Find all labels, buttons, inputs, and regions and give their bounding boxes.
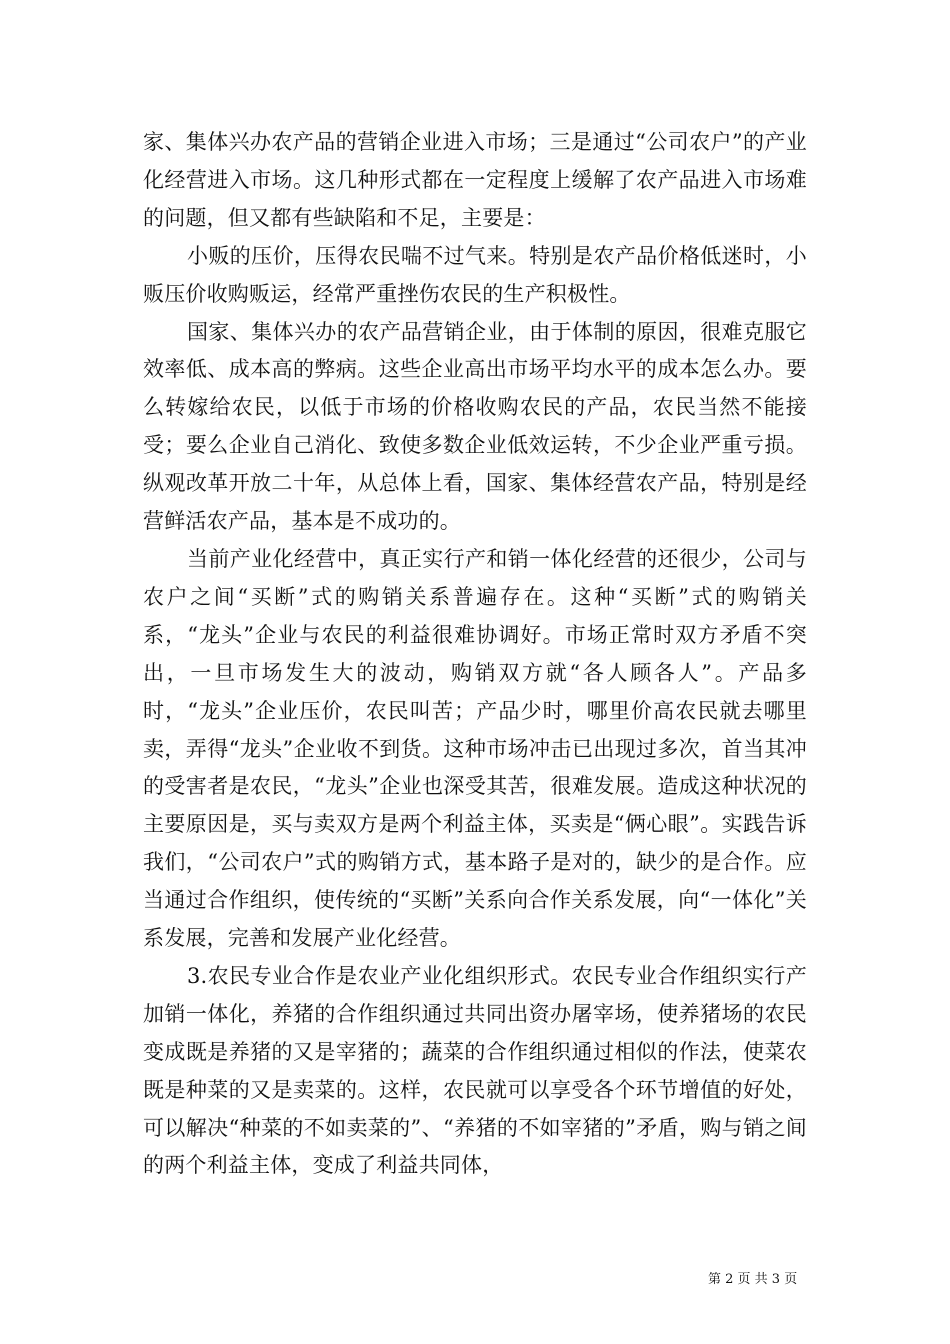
paragraph-vendor-pricing: 小贩的压价，压得农民喘不过气来。特别是农产品价格低迷时，小贩压价收购贩运，经常严重挫伤农民的生产积极性。 — [143, 243, 807, 306]
paragraph-continued: 家、集体兴办农产品的营销企业进入市场；三是通过“公司农户”的产业化经营进入市场。这几种形式都在一定程度上缓解了农产品进入市场难的问题，但又都有些缺陷和不足，主要是： — [143, 130, 807, 230]
paragraph-industrialization: 当前产业化经营中，真正实行产和销一体化经营的还很少，公司与农户之间“买断”式的购销关系普遍存在。这种“买断”式的购销关系，“龙头”企业与农民的利益很难协调好。市场正常时双方矛盾不突出，一旦市场发生大的波动，购销双方就“各人顾各人”。产品多时，“龙头”企业压价，农民叫苦；产品少时，哪里价高农民就去哪里卖，弄得“龙头”企业收不到货。这种市场冲击已出现过多次，首当其冲的受害者是农民，“龙头”企业也深受其苦，很难发展。造成这种状况的主要原因是，买与卖双方是两个利益主体，买卖是“俩心眼”。实践告诉我们，“公司农户”式的购销方式，基本路子是对的，缺少的是合作。应当通过合作组织，使传统的“买断”关系向合作关系发展，向“一体化”关系发展，完善和发展产业化经营。 — [143, 546, 807, 951]
paragraph-cooperative: 3.农民专业合作是农业产业化组织形式。农民专业合作组织实行产加销一体化，养猪的合作组织通过共同出资办屠宰场，使养猪场的农民变成既是养猪的又是宰猪的；蔬菜的合作组织通过相似的作法，使菜农既是种菜的又是卖菜的。这样，农民就可以享受各个环节增值的好处，可以解决“种菜的不如卖菜的”、“养猪的不如宰猪的”矛盾，购与销之间的两个利益主体，变成了利益共同体， — [143, 963, 807, 1178]
document-body — [143, 124, 807, 1185]
page-number-footer: 第 2 页 共 3 页 — [708, 1272, 798, 1287]
paragraph-state-enterprises: 国家、集体兴办的农产品营销企业，由于体制的原因，很难克服它效率低、成本高的弊病。这些企业高出市场平均水平的成本怎么办。要么转嫁给农民，以低于市场的价格收购农民的产品，农民当然不能接受；要么企业自己消化、致使多数企业低效运转，不少企业严重亏损。纵观改革开放二十年，从总体上看，国家、集体经营农产品，特别是经营鲜活农产品，基本是不成功的。 — [143, 319, 807, 534]
